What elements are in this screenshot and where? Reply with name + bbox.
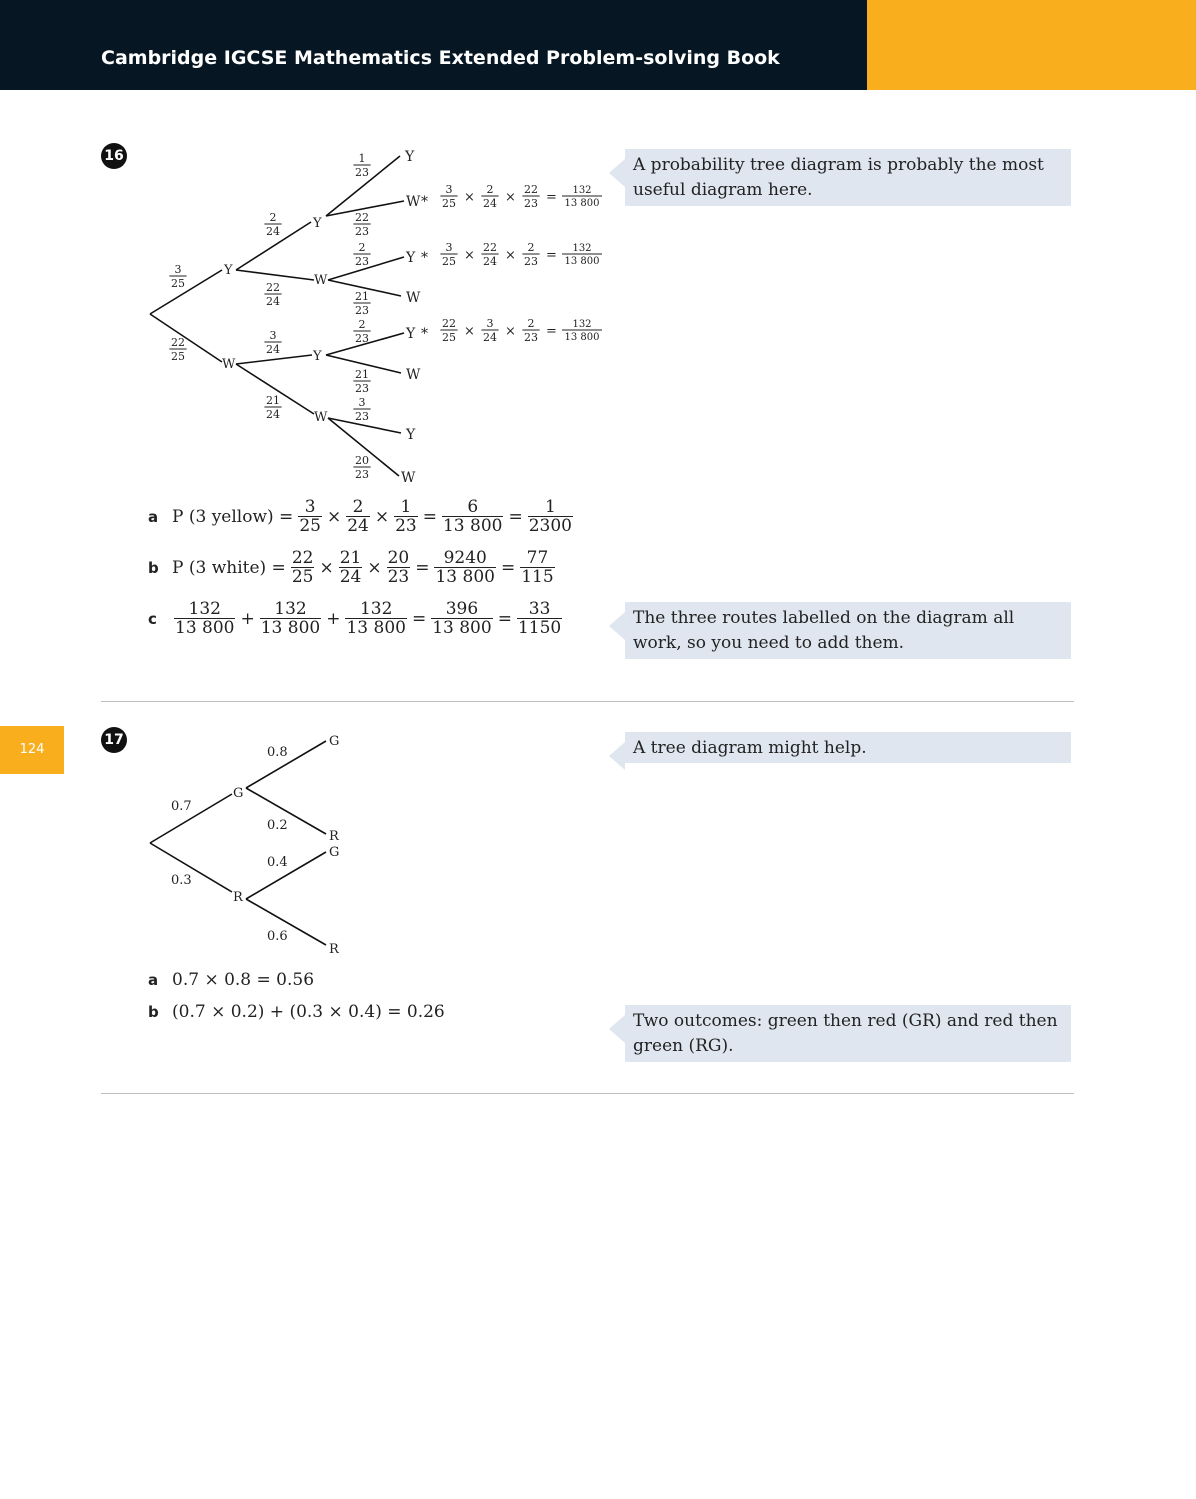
q16-leaf-6: W <box>406 367 421 383</box>
svg-text:23: 23 <box>524 255 538 268</box>
svg-text:3: 3 <box>486 317 494 330</box>
svg-text:132: 132 <box>572 243 592 254</box>
q17-tip-tree-diagram: A tree diagram might help. <box>625 732 1071 763</box>
q17-leaf-rr: R <box>329 942 339 957</box>
fraction: $\frac{9240}{13 800}$ <box>435 548 495 587</box>
svg-text:22: 22 <box>266 281 280 294</box>
q17-answer-b <box>148 1002 448 1022</box>
question-16-number: 16 <box>101 143 127 169</box>
answer-prefix: P (3 white) = <box>172 557 286 578</box>
svg-text:23: 23 <box>355 410 369 423</box>
svg-text:21: 21 <box>266 394 280 407</box>
fraction: $\frac{3}{25}$ <box>299 497 321 536</box>
svg-text:3: 3 <box>445 183 453 196</box>
math-operator: × <box>464 190 475 205</box>
svg-text:24: 24 <box>483 255 497 268</box>
math-operator: = <box>546 190 557 205</box>
svg-text:3: 3 <box>445 241 453 254</box>
fraction: $\frac{132}{13 800}$ <box>260 599 321 638</box>
q16-leaf-7: Y <box>406 427 416 443</box>
svg-text:2: 2 <box>527 317 535 330</box>
svg-text:2: 2 <box>527 241 535 254</box>
q16-leaf-8: W <box>401 470 416 486</box>
q16-route-star-2: * <box>421 250 428 266</box>
svg-text:22: 22 <box>483 241 497 254</box>
svg-text:24: 24 <box>266 295 280 308</box>
q17-prob-l1-r: 0.3 <box>171 873 192 888</box>
svg-text:2: 2 <box>358 241 366 254</box>
q17-node-g: G <box>233 786 244 801</box>
svg-text:23: 23 <box>355 166 369 179</box>
q16-answer-a: a P (3 yellow) = $\frac{3}{25}$ × $\frac{2}{24}$ × $\frac{1}{23}$ = $\frac{6}{13 800}$ = $\frac{1}{2300}$ <box>148 497 572 536</box>
q17-answer-a <box>148 970 317 990</box>
svg-text:23: 23 <box>355 225 369 238</box>
svg-text:23: 23 <box>524 197 538 210</box>
fraction: $\frac{396}{13 800}$ <box>432 599 492 638</box>
q16-leaf-5: Y <box>406 326 416 342</box>
svg-text:3: 3 <box>269 329 277 342</box>
math-operator: × <box>464 324 475 339</box>
svg-text:13 800: 13 800 <box>564 256 600 267</box>
page-number: 124 <box>0 726 64 774</box>
q16-tip-add-routes: The three routes labelled on the diagram all work, so you need to add them. <box>625 602 1071 659</box>
svg-text:23: 23 <box>355 332 369 345</box>
q17-prob-gr: 0.2 <box>267 818 288 833</box>
q16-node-l2-yy: Y <box>313 216 322 231</box>
answer-prefix: P (3 yellow) = <box>172 506 294 527</box>
q16-answer-b: b P (3 white) = $\frac{22}{25}$ × $\frac{21}{24}$ × $\frac{20}{23}$ = $\frac{9240}{13 800}$ = $\frac{77}{115}$ <box>148 548 554 587</box>
math-operator: = <box>546 248 557 263</box>
q16-node-l2-wy: Y <box>313 349 322 364</box>
answer-label: a <box>148 971 159 989</box>
svg-text:25: 25 <box>442 197 456 210</box>
q17-node-r: R <box>233 890 243 905</box>
fraction: $\frac{22}{25}$ <box>291 548 314 587</box>
section-divider <box>101 1093 1074 1094</box>
q17-prob-gg: 0.8 <box>267 745 288 760</box>
svg-text:23: 23 <box>524 331 538 344</box>
q17-leaf-rg: G <box>329 845 340 860</box>
q16-answer-c: c $\frac{132}{13 800}$ + $\frac{132}{13 800}$ + $\frac{132}{13 800}$ = $\frac{396}{13 800}$ = $\frac{33}{1150}$ <box>148 599 562 638</box>
svg-text:22: 22 <box>355 211 369 224</box>
svg-text:24: 24 <box>266 408 280 421</box>
svg-text:25: 25 <box>171 277 185 290</box>
q16-leaf-4: W <box>406 290 421 306</box>
q16-tip-tree-diagram: A probability tree diagram is probably the most useful diagram here. <box>625 149 1071 206</box>
answer-label: a <box>148 507 159 526</box>
svg-text:25: 25 <box>442 331 456 344</box>
fraction: $\frac{132}{13 800}$ <box>175 599 235 638</box>
svg-text:1: 1 <box>358 152 366 165</box>
svg-text:20: 20 <box>355 454 369 467</box>
svg-text:23: 23 <box>355 304 369 317</box>
answer-text: (0.7 × 0.2) + (0.3 × 0.4) = 0.26 <box>172 1002 445 1022</box>
fraction: $\frac{21}{24}$ <box>339 548 362 587</box>
svg-text:21: 21 <box>355 290 369 303</box>
question-17-number: 17 <box>101 727 127 753</box>
fraction: $\frac{33}{1150}$ <box>517 599 562 638</box>
svg-text:24: 24 <box>483 331 497 344</box>
svg-text:22: 22 <box>524 183 538 196</box>
q16-route-star-1: * <box>421 194 428 210</box>
svg-text:25: 25 <box>171 350 185 363</box>
book-title: Cambridge IGCSE Mathematics Extended Problem-solving Book <box>101 47 780 69</box>
svg-text:24: 24 <box>266 225 280 238</box>
q16-leaf-3: Y <box>406 250 416 266</box>
svg-text:23: 23 <box>355 468 369 481</box>
fraction: $\frac{77}{115}$ <box>521 548 554 587</box>
math-operator: × <box>464 248 475 263</box>
answer-label: c <box>148 609 157 628</box>
q16-node-l1-w: W <box>222 357 236 372</box>
q17-prob-rr: 0.6 <box>267 929 288 944</box>
q17-prob-l1-g: 0.7 <box>171 799 192 814</box>
answer-label: b <box>148 558 159 577</box>
svg-text:3: 3 <box>174 263 182 276</box>
math-operator: × <box>505 324 516 339</box>
svg-text:13 800: 13 800 <box>564 332 600 343</box>
svg-text:23: 23 <box>355 255 369 268</box>
svg-text:25: 25 <box>442 255 456 268</box>
svg-text:13 800: 13 800 <box>564 198 600 209</box>
svg-text:2: 2 <box>358 318 366 331</box>
q17-tip-two-outcomes: Two outcomes: green then red (GR) and red then green (RG). <box>625 1005 1071 1062</box>
q17-leaf-gg: G <box>329 734 340 749</box>
math-operator: = <box>546 324 557 339</box>
svg-text:2: 2 <box>269 211 277 224</box>
svg-text:22: 22 <box>171 336 185 349</box>
fraction: $\frac{1}{23}$ <box>395 497 417 536</box>
fraction: $\frac{1}{2300}$ <box>528 497 572 536</box>
svg-text:24: 24 <box>483 197 497 210</box>
svg-text:3: 3 <box>358 396 366 409</box>
svg-text:21: 21 <box>355 368 369 381</box>
math-operator: × <box>505 190 516 205</box>
svg-text:132: 132 <box>572 185 592 196</box>
q16-route-star-3: * <box>421 326 428 342</box>
q16-node-l1-y: Y <box>224 263 233 278</box>
q16-node-l2-yw: W <box>314 273 328 288</box>
svg-text:132: 132 <box>572 319 592 330</box>
svg-text:2: 2 <box>486 183 494 196</box>
svg-text:24: 24 <box>266 343 280 356</box>
fraction: $\frac{20}{23}$ <box>387 548 410 587</box>
q16-leaf-2: W <box>406 194 421 210</box>
q16-leaf-1: Y <box>405 149 415 165</box>
math-operator: × <box>505 248 516 263</box>
answer-label: b <box>148 1003 159 1021</box>
fraction: $\frac{6}{13 800}$ <box>442 497 503 536</box>
fraction: $\frac{2}{24}$ <box>347 497 369 536</box>
fraction: $\frac{132}{13 800}$ <box>346 599 406 638</box>
svg-text:23: 23 <box>355 382 369 395</box>
svg-text:22: 22 <box>442 317 456 330</box>
q17-leaf-gr: R <box>329 829 339 844</box>
answer-text: 0.7 × 0.8 = 0.56 <box>172 970 315 990</box>
q16-node-l2-ww: W <box>314 410 328 425</box>
q17-prob-rg: 0.4 <box>267 855 288 870</box>
